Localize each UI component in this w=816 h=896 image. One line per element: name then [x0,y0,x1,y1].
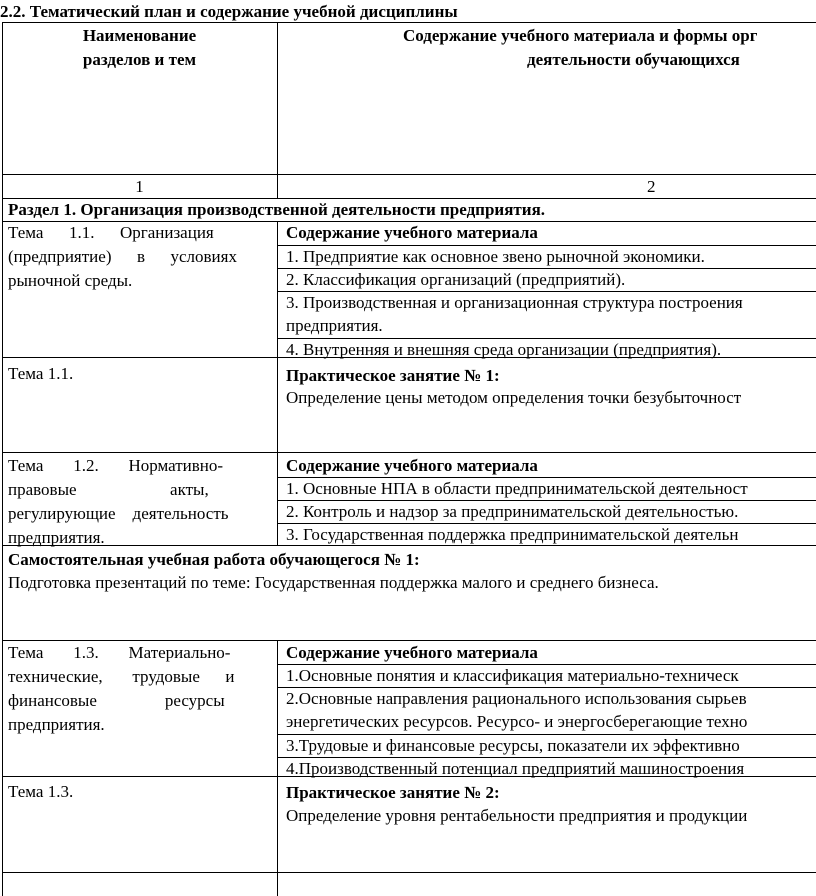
page-title: 2.2. Тематический план и содержание учебной дисциплины [0,2,458,21]
header-col2: Содержание учебного материала и формы орг деятельности обучающихся [403,26,758,69]
list-item: энергетических ресурсов. Ресурсо- и энергосберегающие техно [286,712,748,731]
list-item: 2. Контроль и надзор за предпринимательской деятельностью. [286,502,739,521]
topic-1-2-content-head: Содержание учебного материала [286,456,538,475]
list-item: 3.Трудовые и финансовые ресурсы, показатели их эффективно [286,736,740,755]
col-number-2: 2 [647,177,656,196]
list-item: 4.Производственный потенциал предприятий машиностроения [286,759,745,778]
topic-1-2-name: Тема 1.2. Нормативно- правовые акты, регулирующие деятельность предприятия. [8,456,229,547]
independent-work-head: Самостоятельная учебная работа обучающегося № 1: [8,550,420,569]
list-item: предприятия. [286,316,383,335]
topic-1-1-content-head: Содержание учебного материала [286,223,538,242]
header-col1: Наименование разделов и тем [82,26,197,69]
topic-1-1-name: Тема 1.1. Организация (предприятие) в условиях рыночной среды. [8,223,237,290]
practice-2-text: Определение уровня рентабельности предприятия и продукции [286,806,748,825]
practice-2-topic: Тема 1.3. [8,782,74,801]
list-item: 1. Основные НПА в области предпринимательской деятельност [286,479,748,498]
topic-1-3-name: Тема 1.3. Материально- технические, трудовые и финансовые ресурсы предприятия. [8,643,235,734]
list-item: 2.Основные направления рационального использования сырьев [286,689,747,708]
section-title: Раздел 1. Организация производственной деятельности предприятия. [8,200,546,219]
list-item: 4. Внутренняя и внешняя среда организации (предприятия). [286,340,722,359]
practice-1-topic: Тема 1.1. [8,364,74,383]
list-item: 3. Производственная и организационная структура построения [286,293,743,312]
col-number-1: 1 [135,177,144,196]
list-item: 2. Классификация организаций (предприятий). [286,270,626,289]
list-item: 1. Предприятие как основное звено рыночной экономики. [286,247,705,266]
practice-1-head: Практическое занятие № 1: [286,366,500,385]
list-item: 1.Основные понятия и классификация материально-техническ [286,666,739,685]
practice-1-text: Определение цены методом определения точки безубыточност [286,388,742,407]
practice-2-head: Практическое занятие № 2: [286,783,500,802]
independent-work-text: Подготовка презентаций по теме: Государственная поддержка малого и среднего бизнеса. [8,573,659,592]
topic-1-3-content-head: Содержание учебного материала [286,643,538,662]
list-item: 3. Государственная поддержка предпринимательской деятельн [286,525,739,544]
